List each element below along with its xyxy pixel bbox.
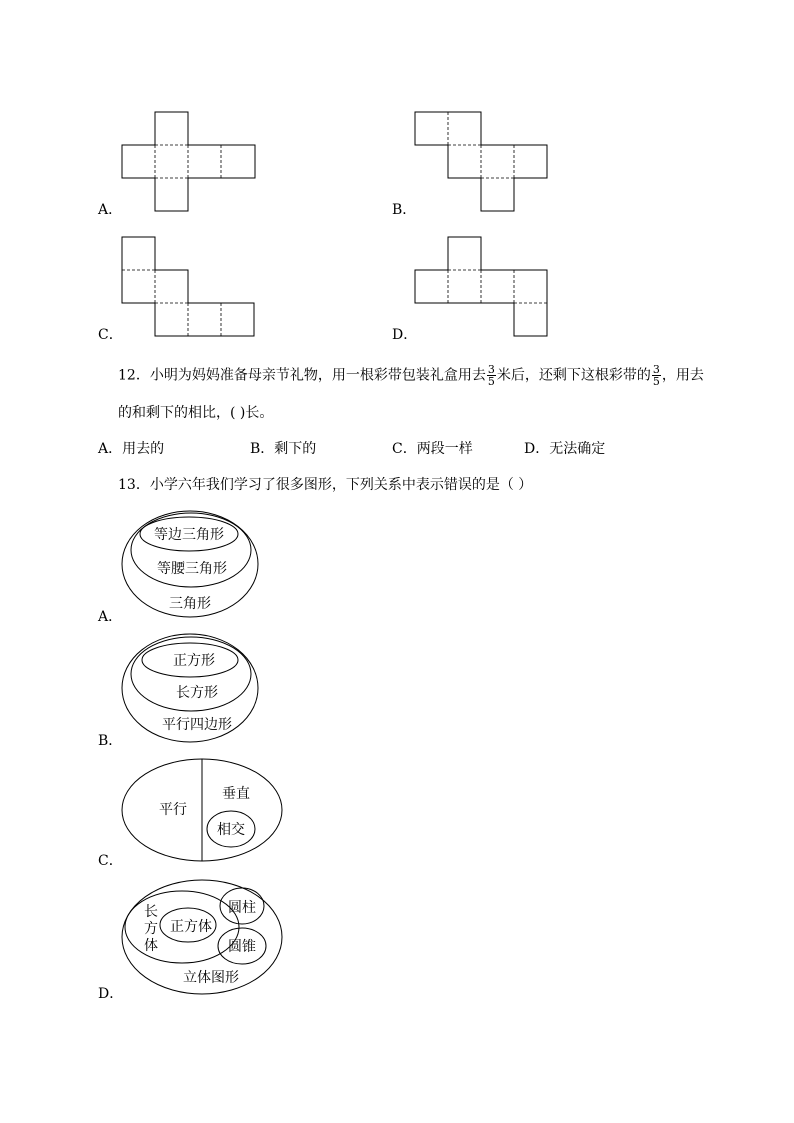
option-d-label: D．	[392, 327, 418, 343]
label-square: 正方形	[173, 653, 215, 669]
label-equilateral: 等边三角形	[154, 527, 224, 543]
label-cylinder: 圆柱	[228, 900, 256, 916]
label-cuboid-2: 方	[144, 921, 158, 937]
label-rectangle: 长方形	[176, 685, 218, 701]
q13-option-b-label: B．	[98, 733, 123, 749]
label-solid-figures: 立体图形	[183, 970, 239, 986]
net-d-figure	[413, 235, 553, 339]
q12-text-part1: 12．小明为妈妈准备母亲节礼物，用一根彩带包装礼盒用去	[118, 367, 486, 384]
q12-choice-b: B．剩下的	[250, 441, 317, 457]
q13-option-a-label: A．	[98, 609, 123, 625]
label-parallel: 平行	[159, 802, 187, 818]
diagram-c-lines	[118, 756, 286, 868]
q12-choice-a: A．用去的	[98, 441, 165, 457]
label-isosceles: 等腰三角形	[157, 561, 227, 577]
label-intersect: 相交	[217, 822, 245, 838]
diagram-b-quadrilaterals	[118, 631, 264, 747]
net-c-figure	[120, 235, 260, 339]
net-b-figure	[413, 110, 553, 214]
option-c-label: C．	[98, 327, 123, 343]
q13-option-c-label: C．	[98, 853, 123, 869]
q13-stem: 13．小学六年我们学习了很多图形，下列关系中表示错误的是（ ）	[118, 477, 533, 493]
fraction-three-fifths-2	[652, 364, 661, 387]
fraction-1-denominator: 5	[487, 375, 495, 388]
fraction-1-numerator: 3	[487, 363, 495, 376]
fraction-2-denominator: 5	[652, 375, 660, 388]
fraction-2-numerator: 3	[652, 363, 660, 376]
option-b-label: B．	[392, 202, 417, 218]
label-parallelogram: 平行四边形	[162, 717, 232, 733]
label-perpendicular: 垂直	[222, 786, 250, 802]
fraction-three-fifths-1	[487, 364, 496, 387]
q12-text-part2: 米后，还剩下这根彩带的	[496, 367, 651, 384]
label-cuboid-3: 体	[144, 938, 158, 954]
q12-stem-line1	[118, 364, 704, 387]
label-cuboid-1: 长	[144, 904, 158, 920]
q12-choice-c: C．两段一样	[392, 441, 473, 457]
diagram-a-triangles	[118, 508, 264, 622]
q12-stem-line2: 的和剩下的相比，( )长。	[118, 405, 274, 421]
label-cube: 正方体	[170, 919, 212, 935]
label-cone: 圆锥	[228, 939, 256, 955]
label-triangle: 三角形	[169, 596, 211, 612]
net-a-figure	[120, 110, 260, 214]
q12-text-part3: ，用去	[661, 367, 704, 384]
option-a-label: A．	[98, 202, 123, 218]
diagram-d-solids	[118, 876, 288, 1000]
q12-choice-d: D．无法确定	[524, 441, 606, 457]
q13-option-d-label: D．	[98, 986, 124, 1002]
